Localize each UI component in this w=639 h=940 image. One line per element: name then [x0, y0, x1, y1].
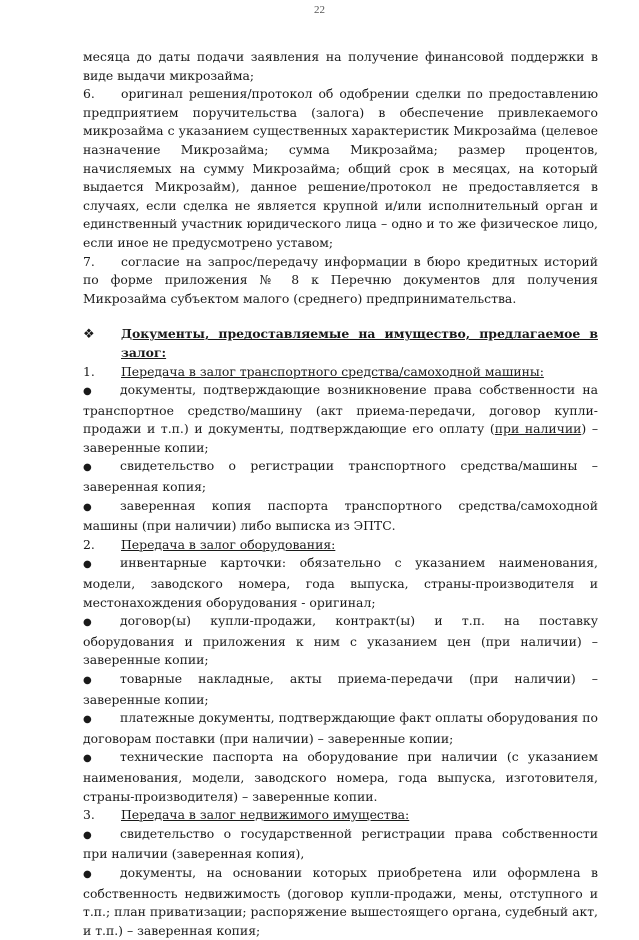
section-heading-text: Документы, предоставляемые на имущество, предлагаемое в залог: [121, 326, 598, 360]
bullet-icon: ● [83, 386, 92, 398]
list-item [83, 825, 598, 864]
sub1-bullet-1-after: ) – заверенные копии; [83, 421, 599, 455]
subsection-1-title [83, 363, 598, 382]
subsection-2-title-text: Передача в залог оборудования: [121, 536, 336, 552]
spacer [83, 308, 598, 325]
subsection-3-title-text: Передача в залог недвижимого имущества: [121, 807, 410, 823]
bullet-icon: ● [83, 868, 92, 880]
continuation-paragraph: месяца до даты подачи заявления на получение финансовой поддержки в виде выдачи микрозайма; [83, 49, 598, 83]
document-body [83, 48, 598, 940]
sub1-bullet-2: свидетельство о регистрации транспортного средства/машины – заверенная копия; [83, 458, 598, 495]
bullet-icon: ● [83, 462, 92, 474]
bullet-icon: ● [83, 829, 92, 841]
subsection-2-title [83, 536, 598, 555]
subsection-1-number: 1. [83, 363, 95, 379]
list-item [83, 864, 598, 940]
subsection-3-title [83, 806, 598, 825]
list-item [83, 748, 598, 806]
item-6-text: оригинал решения/протокол об одобрении сделки по предоставлению предприятием поручительства (залога) в обеспечение привлекаемого микрозайма с указанием существенных характеристик Микрозайма (целевое назначение Микрозайма; сумма Микрозайма; размер процентов, начисляемых на сумму Микрозайма; общий срок в месяцах, на который выдается Микрозайм), данное решение/протокол не предоставляется в случаях, если сделка не является крупной и/или исполнительный орган и единственный участник юридического лица – одно и то же физическое лицо, если иное не предусмотрено уставом; [83, 86, 598, 250]
sub2-bullet-4: платежные документы, подтверждающие факт оплаты оборудования по договорам поставки (при наличии) – заверенные копии; [83, 710, 598, 746]
item-6-number: 6. [83, 86, 95, 102]
sub2-bullet-5: технические паспорта на оборудование при наличии (с указанием наименования, модели, заводского номера, года выпуска, изготовителя, страны-производителя) – заверенные копии. [83, 749, 598, 804]
list-item [83, 497, 598, 536]
list-item [83, 457, 598, 496]
subsection-1-title-text: Передача в залог транспортного средства/самоходной машины: [121, 363, 544, 379]
subsection-3-number: 3. [83, 807, 95, 823]
sub2-bullet-1: инвентарные карточки: обязательно с указанием наименования, модели, заводского номера, года выпуска, страны-производителя и местонахождения оборудования - оригинал; [83, 555, 598, 610]
item-6 [83, 85, 598, 252]
bullet-icon: ● [83, 501, 92, 513]
list-item [83, 670, 598, 709]
list-item [83, 381, 598, 457]
bullet-icon: ● [83, 559, 92, 571]
section-heading [83, 325, 598, 362]
bullet-icon: ● [83, 617, 92, 629]
list-item [83, 709, 598, 748]
sub2-bullet-2: договор(ы) купли-продажи, контракт(ы) и т.п. на поставку оборудования и приложения к ним с указанием цен (при наличии) – заверенные копии; [83, 613, 598, 668]
sub1-bullet-1-before: документы, подтверждающие возникновение права собственности на транспортное средство/машину (акт приема-передачи, договор купли-продажи и т.п.) и документы, подтверждающие его оплату ( [83, 382, 598, 437]
sub3-bullet-2: документы, на основании которых приобретена или оформлена в собственность недвижимость (договор купли-продажи, мены, отступного и т.п.; план приватизации; распоряжение вышестоящего органа, судебный акт, и т.п.) – заверенная копия; [83, 864, 598, 938]
item-7-text: согласие на запрос/передачу информации в бюро кредитных историй по форме приложения № 8 к Перечню документов для получения Микрозайма субъектом малого (среднего) предпринимательства. [83, 253, 598, 306]
item-7 [83, 253, 598, 309]
sub3-bullet-1: свидетельство о государственной регистрации права собственности при наличии (заверенная копия), [83, 825, 598, 862]
sub2-bullet-3: товарные накладные, акты приема-передачи (при наличии) – заверенные копии; [83, 671, 598, 707]
subsection-2-number: 2. [83, 536, 95, 552]
sub1-bullet-1-underlined: при наличии [494, 421, 582, 437]
bullet-icon: ● [83, 753, 92, 765]
list-item [83, 554, 598, 612]
bullet-icon: ● [83, 675, 92, 686]
bullet-icon: ● [83, 714, 92, 726]
page-number: 22 [314, 4, 325, 16]
sub1-bullet-3: заверенная копия паспорта транспортного средства/самоходной машины (при наличии) либо выписка из ЭПТС. [83, 497, 598, 534]
diamond-bullet-icon: ❖ [83, 327, 95, 343]
list-item [83, 612, 598, 670]
item-7-number: 7. [83, 253, 95, 269]
